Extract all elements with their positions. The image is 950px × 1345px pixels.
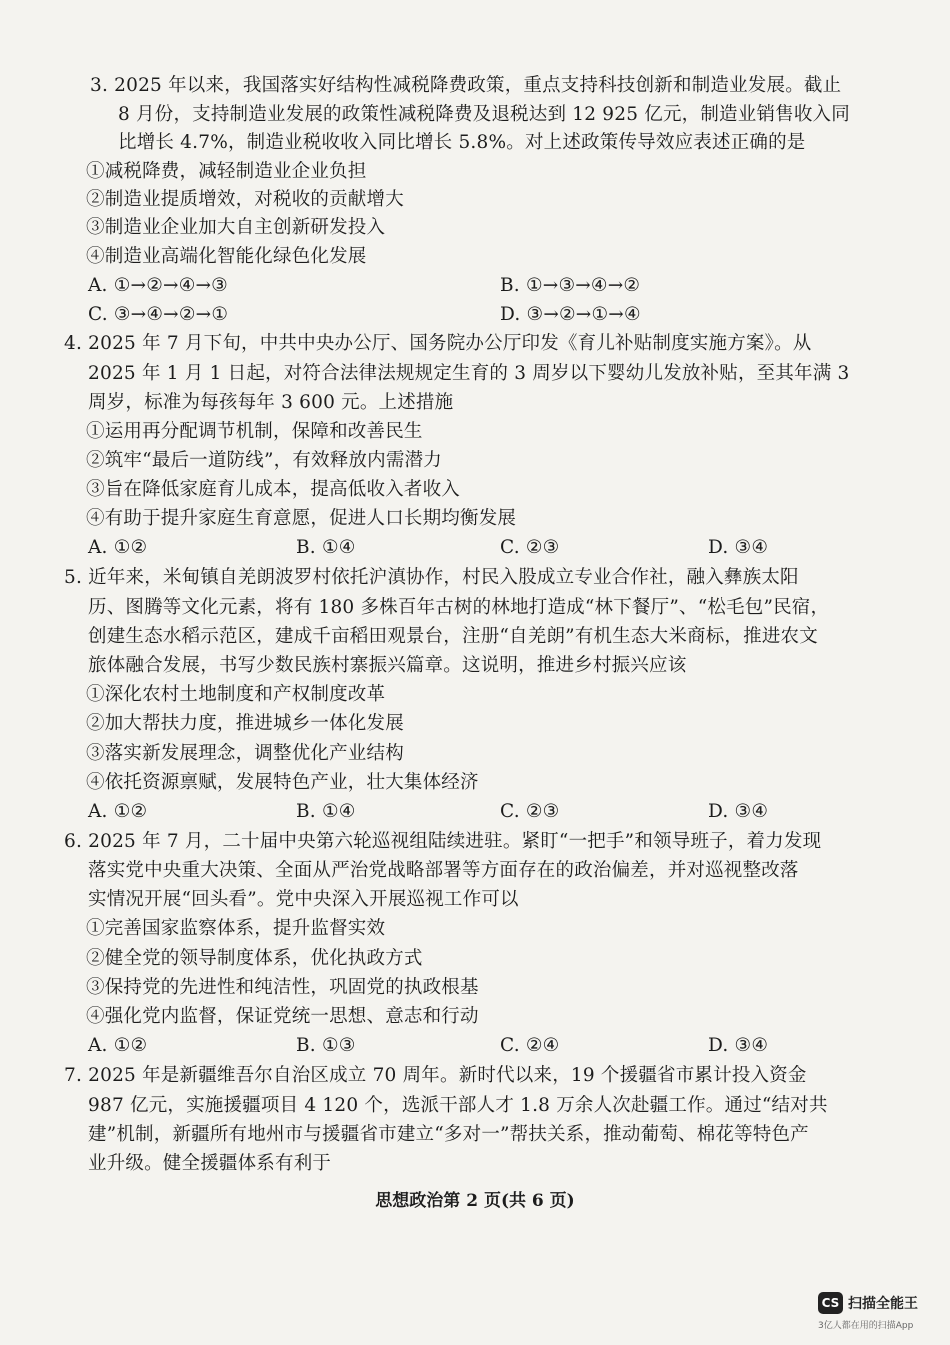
statement-item: ②加大帮扶力度，推进城乡一体化发展 [86,713,404,734]
question-stem-line: 业升级。健全援疆体系有利于 [88,1153,332,1174]
answer-option-a: A. ①② [88,1035,148,1056]
camscanner-logo-icon: CS [818,1292,843,1314]
answer-option-d: D. ③④ [708,801,769,822]
answer-option-a: A. ①→②→④→③ [88,275,228,296]
statement-item: ③旨在降低家庭育儿成本，提高低收入者收入 [86,479,461,500]
statement-item: ③落实新发展理念，调整优化产业结构 [86,743,404,764]
question-stem-line: 987 亿元，实施援疆项目 4 120 个，选派干部人才 1.8 万余人次赴疆工作。通过“结对共 [88,1095,828,1116]
statement-item: ④制造业高端化智能化绿色化发展 [86,246,367,267]
question-stem-line: 建”机制，新疆所有地州市与援疆省市建立“多对一”帮扶关系，推动葡萄、棉花等特色产 [88,1124,809,1145]
question-stem-line: 3. 2025 年以来，我国落实好结构性减税降费政策，重点支持科技创新和制造业发展。截止 [90,75,842,96]
statement-item: ③制造业企业加大自主创新研发投入 [86,217,386,238]
question-stem-line: 周岁，标准为每孩每年 3 600 元。上述措施 [88,392,454,413]
answer-option-c: C. ②③ [500,537,560,558]
question-stem-line: 实情况开展“回头看”。党中央深入开展巡视工作可以 [88,889,519,910]
statement-item: ①减税降费，减轻制造业企业负担 [86,161,367,182]
question-stem-line: 历、图腾等文化元素，将有 180 多株百年古树的林地打造成“林下餐厅”、“松毛包”民宿， [88,597,830,618]
answer-option-c: C. ②④ [500,1035,560,1056]
question-stem-line: 4. 2025 年 7 月下旬，中共中央办公厅、国务院办公厅印发《育儿补贴制度实施方案》。从 [64,333,812,354]
statement-item: ④依托资源禀赋，发展特色产业，壮大集体经济 [86,772,479,793]
question-stem-line: 创建生态水稻示范区，建成千亩稻田观景台，注册“自羌朗”有机生态大米商标，推进农文 [88,626,818,647]
watermark-tagline: 3亿人都在用的扫描App [818,1321,914,1331]
answer-option-c: C. ②③ [500,801,560,822]
answer-option-b: B. ①→③→④→② [500,275,641,296]
statement-item: ④有助于提升家庭生育意愿，促进人口长期均衡发展 [86,508,517,529]
question-stem-line: 落实党中央重大决策、全面从严治党战略部署等方面存在的政治偏差，并对巡视整改落 [88,860,799,881]
statement-item: ②制造业提质增效，对税收的贡献增大 [86,189,404,210]
statement-item: ②健全党的领导制度体系，优化执政方式 [86,948,423,969]
statement-item: ④强化党内监督，保证党统一思想、意志和行动 [86,1006,479,1027]
statement-item: ①运用再分配调节机制，保障和改善民生 [86,421,423,442]
answer-option-b: B. ①④ [296,801,356,822]
answer-option-d: D. ③④ [708,537,769,558]
question-stem-line: 2025 年 1 月 1 日起，对符合法律法规规定生育的 3 周岁以下婴幼儿发放补贴，至其年满 3 [88,363,850,384]
answer-option-d: D. ③→②→①→④ [500,304,641,325]
question-stem-line: 5. 近年来，米甸镇自羌朗波罗村依托沪滇协作，村民入股成立专业合作社，融入彝族太阳 [64,567,799,588]
scanner-watermark [818,1290,943,1340]
question-stem-line: 旅体融合发展，书写少数民族村寨振兴篇章。这说明，推进乡村振兴应该 [88,655,687,676]
statement-item: ②筑牢“最后一道防线”，有效释放内需潜力 [86,450,442,471]
question-stem-line: 7. 2025 年是新疆维吾尔自治区成立 70 周年。新时代以来，19 个援疆省市累计投入资金 [64,1065,807,1086]
question-stem-line: 比增长 4.7%，制造业税收收入同比增长 5.8%。对上述政策传导效应表述正确的是 [118,132,806,153]
answer-option-b: B. ①③ [296,1035,356,1056]
answer-option-a: A. ①② [88,537,148,558]
watermark-app-name: 扫描全能王 [848,1296,918,1312]
answer-option-d: D. ③④ [708,1035,769,1056]
answer-option-b: B. ①④ [296,537,356,558]
statement-item: ①完善国家监察体系，提升监督实效 [86,918,386,939]
page-footer: 思想政治第 2 页(共 6 页) [375,1191,575,1211]
statement-item: ①深化农村土地制度和产权制度改革 [86,684,386,705]
question-stem-line: 8 月份，支持制造业发展的政策性减税降费及退税达到 12 925 亿元，制造业销售收入同 [118,104,850,125]
answer-option-c: C. ③→④→②→① [88,304,229,325]
statement-item: ③保持党的先进性和纯洁性，巩固党的执政根基 [86,977,479,998]
question-stem-line: 6. 2025 年 7 月，二十届中央第六轮巡视组陆续进驻。紧盯“一把手”和领导班子，着力发现 [64,831,822,852]
answer-option-a: A. ①② [88,801,148,822]
